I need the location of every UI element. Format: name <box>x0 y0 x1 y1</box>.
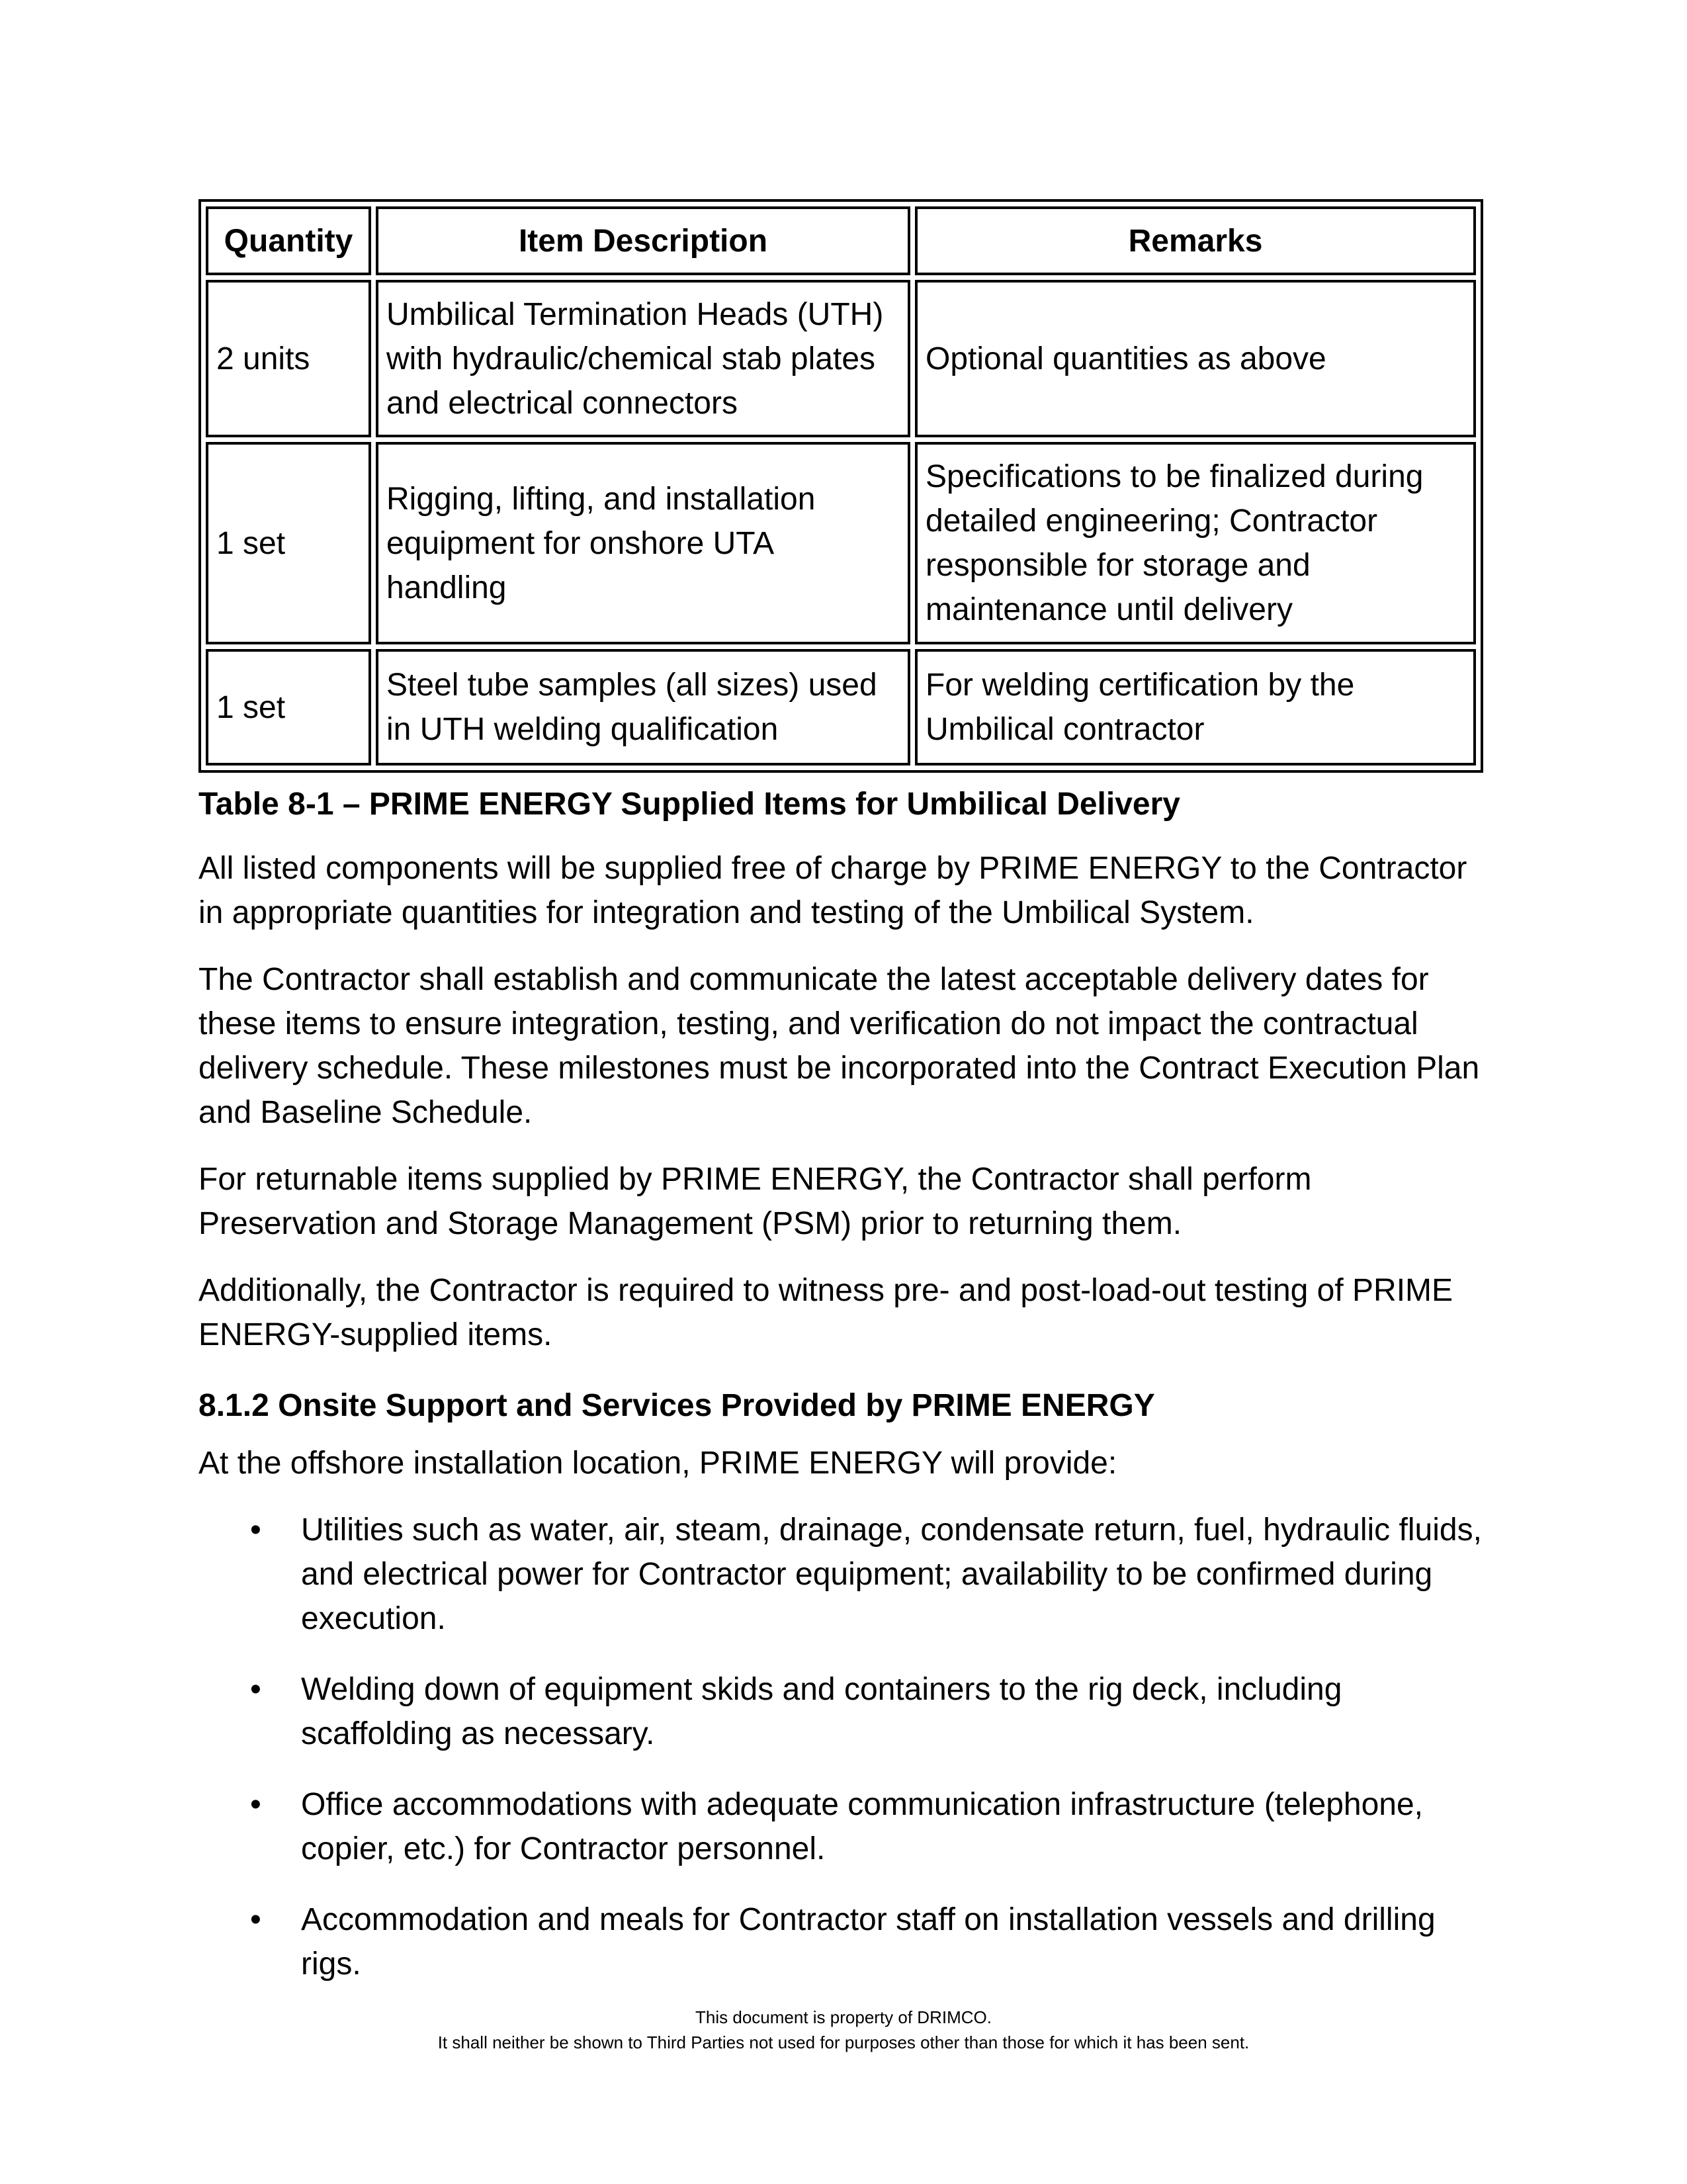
provided-services-list <box>198 1508 1489 1986</box>
cell-quantity: 1 set <box>206 442 371 644</box>
header-quantity: Quantity <box>206 206 371 275</box>
cell-remarks: Optional quantities as above <box>915 280 1476 437</box>
cell-quantity: 1 set <box>206 649 371 765</box>
paragraph-witness-testing: Additionally, the Contractor is required to witness pre- and post-load-out testing of PRIME ENERGY-supplied items. <box>198 1273 1453 1352</box>
footer-confidentiality-line: It shall neither be shown to Third Parties not used for purposes other than those for which it has been sent. <box>437 2032 1250 2052</box>
section-heading-8-1-2: 8.1.2 Onsite Support and Services Provided by PRIME ENERGY <box>198 1388 1155 1423</box>
paragraph-offshore-intro: At the offshore installation location, PRIME ENERGY will provide: <box>198 1446 1117 1481</box>
table-header-row <box>206 206 1476 275</box>
cell-quantity: 2 units <box>206 280 371 437</box>
list-item: • Accommodation and meals for Contractor staff on installation vessels and drilling rigs. <box>198 1898 1489 1986</box>
cell-description: Rigging, lifting, and installation equipment for onshore UTA handling <box>376 442 910 644</box>
cell-description: Umbilical Termination Heads (UTH) with hydraulic/chemical stab plates and electrical connectors <box>376 280 910 437</box>
table-row <box>206 280 1476 437</box>
cell-remarks: For welding certification by the Umbilical contractor <box>915 649 1476 765</box>
page-content <box>198 199 1489 2013</box>
paragraph-supplied-free: All listed components will be supplied free of charge by PRIME ENERGY to the Contractor in appropriate quantities for integration and testing of the Umbilical System. <box>198 851 1467 930</box>
cell-remarks: Specifications to be finalized during detailed engineering; Contractor responsible for storage and maintenance until delivery <box>915 442 1476 644</box>
page-footer <box>0 2005 1687 2055</box>
table-row <box>206 649 1476 765</box>
paragraph-returnable-items: For returnable items supplied by PRIME ENERGY, the Contractor shall perform Preservation and Storage Management (PSM) prior to returning them. <box>198 1162 1312 1241</box>
paragraph-delivery-dates: The Contractor shall establish and communicate the latest acceptable delivery dates for these items to ensure integration, testing, and verification do not impact the contractual delivery schedule. These milestones must be incorporated into the Contract Execution Plan and Baseline Schedule. <box>198 962 1480 1130</box>
table-caption: Table 8-1 – PRIME ENERGY Supplied Items for Umbilical Delivery <box>198 787 1180 822</box>
list-item: • Office accommodations with adequate communication infrastructure (telephone, copier, etc.) for Contractor personnel. <box>198 1782 1489 1871</box>
cell-description: Steel tube samples (all sizes) used in UTH welding qualification <box>376 649 910 765</box>
supplied-items-table <box>198 199 1483 773</box>
header-item-description: Item Description <box>376 206 910 275</box>
table-row <box>206 442 1476 644</box>
list-item: • Utilities such as water, air, steam, drainage, condensate return, fuel, hydraulic fluids, and electrical power for Contractor equipment; availability to be confirmed during execution. <box>198 1508 1489 1641</box>
list-item: • Welding down of equipment skids and containers to the rig deck, including scaffolding as necessary. <box>198 1667 1489 1756</box>
header-remarks: Remarks <box>915 206 1476 275</box>
footer-property-line: This document is property of DRIMCO. <box>695 2007 992 2027</box>
